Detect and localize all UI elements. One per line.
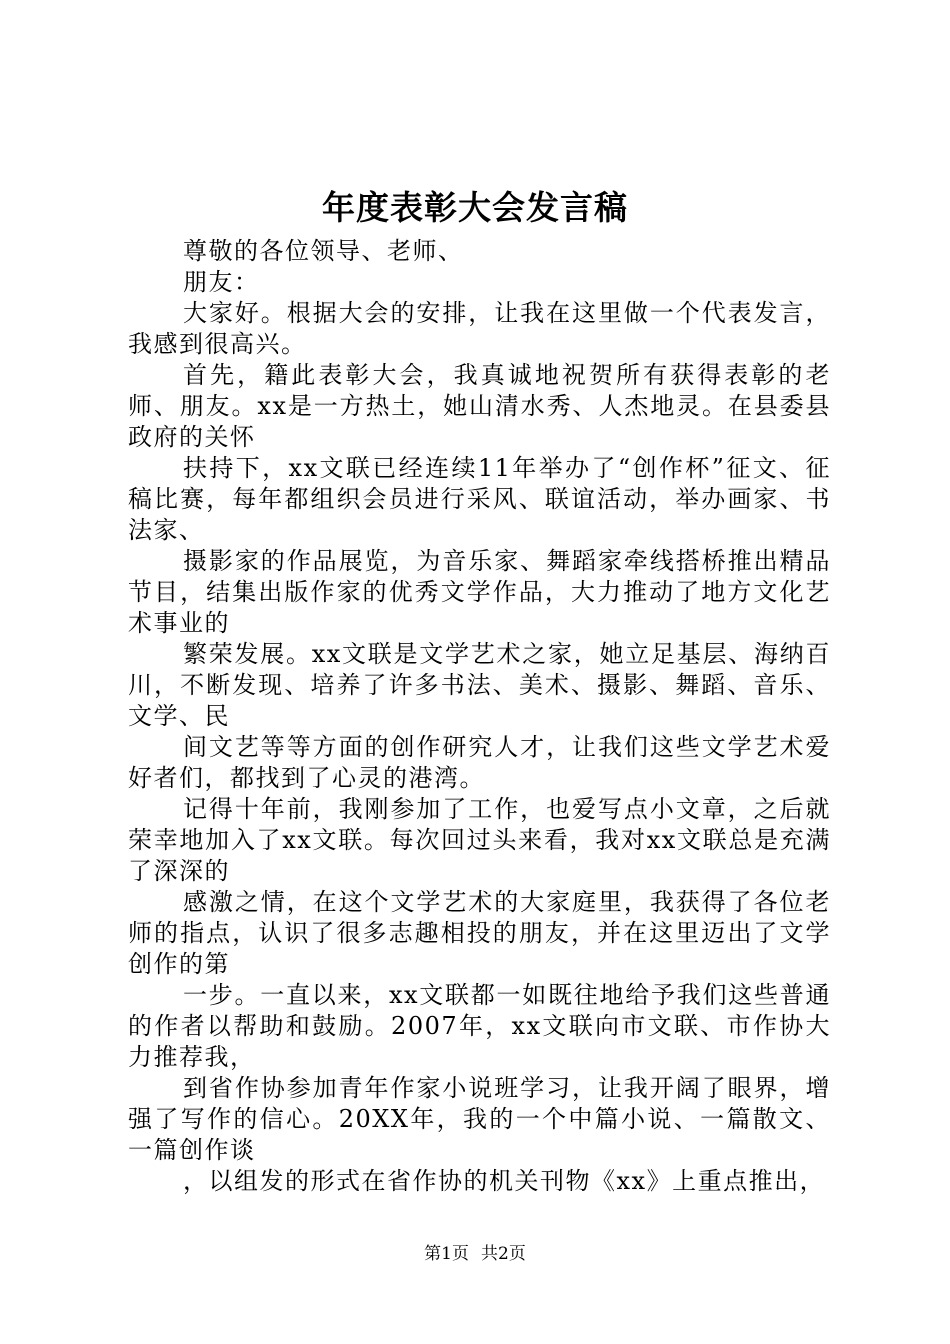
paragraph: 间文艺等等方面的创作研究人才，让我们这些文学艺术爱好者们，都找到了心灵的港湾。 (128, 733, 831, 792)
paragraph: 朋友： (183, 268, 260, 296)
paragraph: 一步。一直以来，xx文联都一如既往地给予我们这些普通的作者以帮助和鼓励。2007年，xx文联向市文联、市作协大力推荐我， (128, 981, 831, 1071)
paragraph: 繁荣发展。xx文联是文学艺术之家，她立足基层、海纳百川，不断发现、培养了许多书法、美术、摄影、舞蹈、音乐、文学、民 (128, 640, 831, 730)
page-total: 共2页 (481, 1244, 526, 1264)
paragraph: 尊敬的各位领导、老师、 (183, 237, 464, 265)
paragraph: 摄影家的作品展览，为音乐家、舞蹈家牵线搭桥推出精品节目，结集出版作家的优秀文学作品，大力推动了地方文化艺术事业的 (128, 547, 831, 637)
page-footer (0, 1242, 950, 1266)
paragraph: 首先，籍此表彰大会，我真诚地祝贺所有获得表彰的老师、朋友。xx是一方热土，她山清水秀、人杰地灵。在县委县政府的关怀 (128, 361, 831, 451)
paragraph: 大家好。根据大会的安排，让我在这里做一个代表发言，我感到很高兴。 (128, 299, 831, 358)
document-body (128, 236, 831, 1197)
paragraph: ，以组发的形式在省作协的机关刊物《xx》上重点推出， (183, 1167, 826, 1195)
paragraph: 扶持下，xx文联已经连续11年举办了“创作杯”征文、征稿比赛，每年都组织会员进行采风、联谊活动，举办画家、书法家、 (128, 454, 831, 544)
paragraph: 到省作协参加青年作家小说班学习，让我开阔了眼界，增强了写作的信心。20XX年，我的一个中篇小说、一篇散文、一篇创作谈 (128, 1074, 831, 1164)
document-title: 年度表彰大会发言稿 (322, 188, 628, 227)
paragraph: 感激之情，在这个文学艺术的大家庭里，我获得了各位老师的指点，认识了很多志趣相投的朋友，并在这里迈出了文学创作的第 (128, 888, 831, 978)
paragraph: 记得十年前，我刚参加了工作，也爱写点小文章，之后就荣幸地加入了xx文联。每次回过头来看，我对xx文联总是充满了深深的 (128, 795, 831, 885)
page-number: 第1页 (424, 1244, 469, 1264)
